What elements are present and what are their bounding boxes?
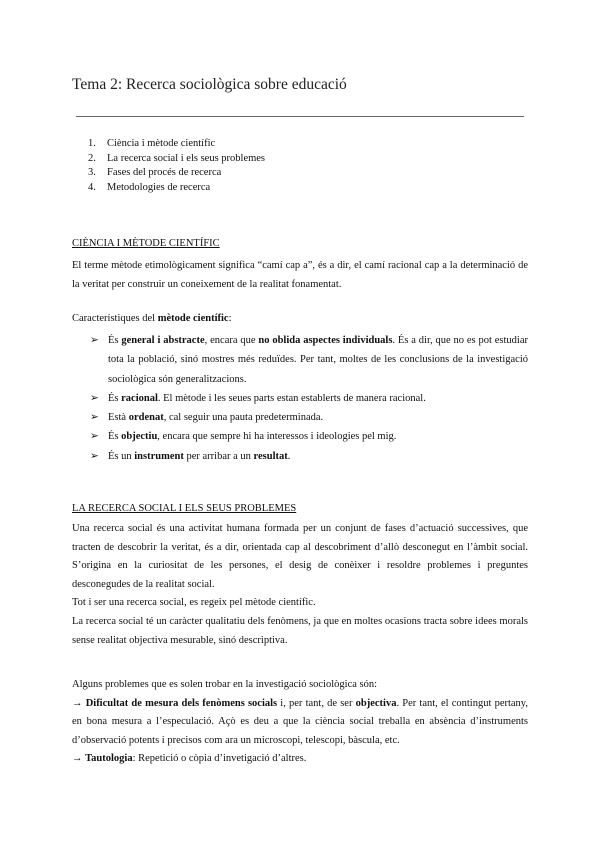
document-title: Tema 2: Recerca sociològica sobre educació: [72, 76, 347, 93]
bullet-arrow-icon: ➢: [90, 450, 99, 462]
section-1-paragraph: El terme mètode etimològicament significa “camí cap a”, és a dir, el camí racional cap a la determinació de la veritat per construir un coneixement de la realitat fonamentat.: [72, 260, 528, 291]
bullet-arrow-icon: ➢: [90, 335, 99, 346]
arrow-right-icon: →: [72, 697, 83, 709]
list-item: ➢ És un instrument per arribar a un resultat.: [90, 447, 528, 466]
list-item: ➢ És objectiu, encara que sempre hi ha interessos i ideologies pel mig.: [90, 427, 528, 446]
section-1-heading: CIÈNCIA I MÈTODE CIENTÍFIC: [72, 238, 220, 249]
problems-list: Alguns problemes que es solen trobar en la investigació sociològica són: → Dificultat de mesura dels fenòmens socials i, per tant, de ser objectiva. Per tant, el contingut pertany, en bona mesura a l’especulació. Açò es deu a que la ciència social treballa en absència d’instruments d’observació potents i precisos com ara un microscopi, telescopi, bàscula, etc. → Tautologia: Repetició o còpia d’invetigació d’altres.: [72, 676, 528, 769]
characteristics-intro: Característiques del mètode científic:: [72, 313, 232, 324]
toc-item: 3. Fases del procés de recerca: [88, 167, 222, 178]
section-2-body: Una recerca social és una activitat humana formada per un conjunt de fases d’actuació successives, que tracten de descobrir la veritat, és a dir, orientada cap al descobriment d’allò desconegut en l’àmbit social. S’origina en la curiositat de les persones, el desig de conèixer i resoldre problemes i preguntes desconegudes de la realitat social. Tot i ser una recerca social, es regeix pel mètode científic. La recerca social té un caràcter qualitatiu dels fenòmens, ja que en moltes ocasions tracta sobre idees morals sense realitat objectiva mesurable, sinó descriptiva.: [72, 523, 528, 646]
list-item: → Tautologia: Repetició o còpia d’invetigació d’altres.: [72, 753, 307, 765]
list-item: ➢ Està ordenat, cal seguir una pauta predeterminada.: [90, 408, 528, 427]
toc-item: 2. La recerca social i els seus problemes: [88, 152, 266, 164]
toc-item: 4. Metodologies de recerca: [88, 181, 211, 193]
bullet-arrow-icon: ➢: [90, 392, 99, 404]
list-item: ➢ És racional. El mètode i les seues parts estan establerts de manera racional.: [90, 389, 528, 408]
list-item: → Dificultat de mesura dels fenòmens socials i, per tant, de ser objectiva. Per tant, el contingut pertany, en bona mesura a l’especulació. Açò es deu a que la ciència social treballa en absència d’instruments d’observació potents i precisos com ara un microscopi, telescopi, bàscula, etc.: [72, 697, 528, 746]
toc-item: 1. Ciència i mètode científic: [88, 138, 216, 149]
arrow-right-icon: →: [72, 753, 83, 765]
characteristics-list: [90, 331, 528, 466]
bullet-arrow-icon: ➢: [90, 431, 99, 443]
list-item: ➢ És general i abstracte, encara que no oblida aspectes individuals. És a dir, que no es pot estudiar tota la població, sinó mostres més reduïdes. Per tant, moltes de les conclusions de la investigació sociològica són generalitzacions.: [90, 331, 528, 389]
section-2-heading: LA RECERCA SOCIAL I ELS SEUS PROBLEMES: [72, 503, 297, 514]
bullet-arrow-icon: ➢: [90, 412, 99, 424]
title-divider: [76, 116, 524, 117]
table-of-contents: [88, 137, 265, 195]
